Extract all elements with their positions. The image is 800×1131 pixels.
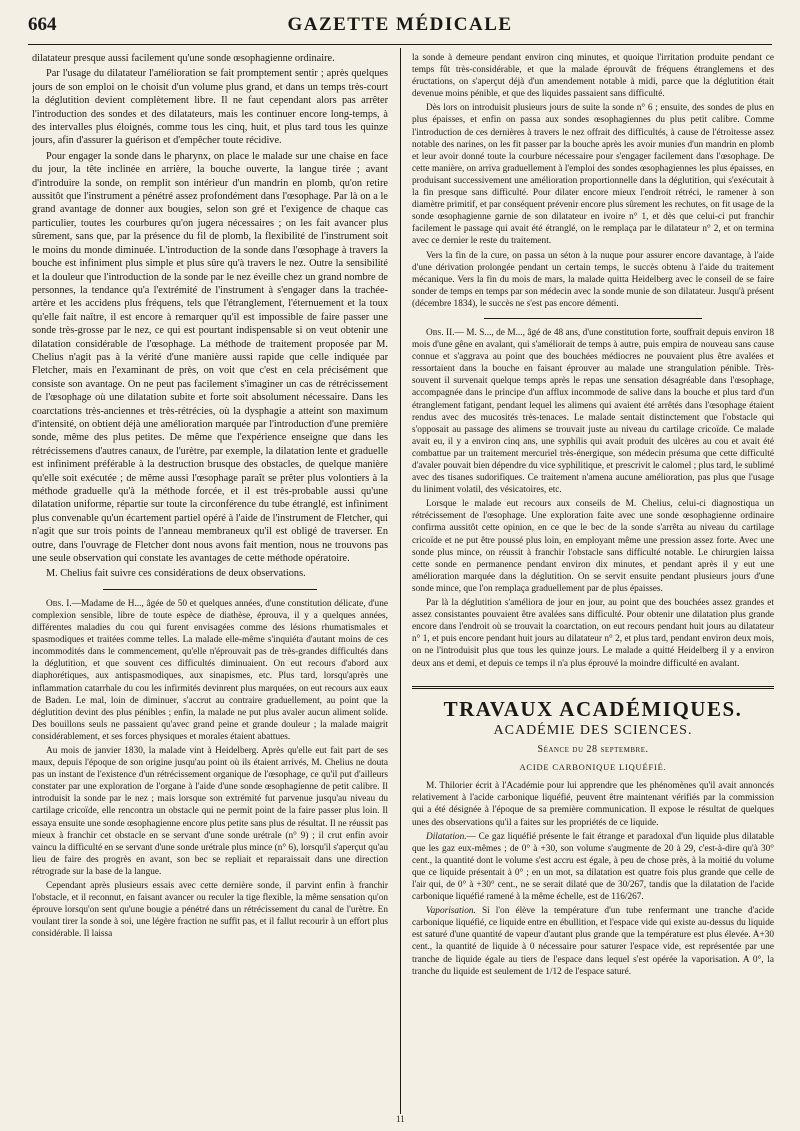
- paragraph-vaporisation: [412, 905, 774, 978]
- paragraph-dilatation: [412, 831, 774, 904]
- observation-label: Obs. I.: [46, 598, 72, 609]
- page-header: [28, 14, 772, 40]
- section-rule: [412, 686, 774, 689]
- paragraph: Au mois de janvier 1830, la malade vint à Heidelberg. Après qu'elle eut fait part de ses maux, depuis l'époque de son origine jusqu'au point où ils étaient arrivés, M. Chelius ne douta pas un instant de l'existence d'un rétrécissement organique de l'œsophage, ce qu'il put d'ailleurs constater par une exploration de l'organe à l'aide d'une sonde œsophagienne de petit calibre. Il introduisit la sonde par le nez ; mais lorsque son extrémité fut parvenue jusqu'au niveau du cartilage cricoïde, elle rencontra un obstacle qui ne permit point de la faire passer plus loin. Il essaya ensuite une sonde œsophagienne encore plus petite sans plus de résultat. Il ne réussit pas mieux à franchir cet obstacle en se servant d'une sonde urétrale (n° 9) ; il crut enfin avoir vaincu la difficulté en se servant d'une sonde urétrale plus mince (n° 6), lorsqu'il s'aperçut qu'au lieu de faire des progrès en avant, son bec se repliait et reparaissait dans une direction rétrograde sur la base de la langue.: [32, 745, 388, 877]
- paragraph: M. Thilorier écrit à l'Académie pour lui apprendre que les phénomènes qu'il avait annoncés relativement à l'acide carbonique liquéfié, peuvent être maintenant vérifiés par la commission qui a été désignée à l'époque de sa première communication. Il expose le résultat de quelques unes des observations qu'il a faites sur les propriétés de ce liquide.: [412, 781, 774, 828]
- paragraph: Vers la fin de la cure, on passa un séton à la nuque pour assurer encore davantage, à l'aide d'une dérivation prolongée pendant un certain temps, le succès obtenu à l'aide du traitement mécanique. Vers la fin du mois de mars, la malade quitta Heidelberg avec le conseil de se faire sonder de temps en temps par son médecin avec la sonde munie de son dilatateur. Jusqu'à présent (décembre 1834), le succès ne s'est pas encore démenti.: [412, 250, 774, 309]
- academy-title: ACADÉMIE DES SCIENCES.: [493, 723, 693, 738]
- observation-continuation: [412, 52, 774, 670]
- observation-text: —Madame de H..., âgée de 50 et quelques années, d'une constitution délicate, d'une complexion sensible, libre de toute espèce de diathèse, éprouva, il y a quelques années, différentes maladies du cou qui furent envisagées comme des lésions rhumatismales et spasmodiques et traitées comme telles. La malade elle-même s'inquiéta d'autant moins de ces incommodités dans le commencement, qu'elle n'éprouvait pas de très-grandes difficultés dans la déglutition, et que souvent ces difficultés diminuaient. On eut recours d'abord aux diaphorétiques, aux antispasmodiques, aux sinapismes, etc. Plus tard, lorsqu'après une inflammation catarrhale du cou les infirmités devinrent plus marquées, on eut recours aux eaux de Baden. Le mal, loin de diminuer, s'accrut au contraire graduellement, au point que la déglutition devint des plus pénibles ; enfin, la malade ne put plus avaler aucun aliment solide. Des bouillons seuls ne passaient qu'avec grand peine et grande douleur ; la malade maigrit considérablement, et ses forces physiques et morales étaient abattues.: [32, 598, 388, 742]
- paragraph: Lorsque le malade eut recours aux conseils de M. Chelius, celui-ci diagnostiqua un rétrécissement de l'œsophage. Une exploration faite avec une sonde œsophagienne ordinaire confirma aussitôt cette opinion, en ce que le bec de la sonde s'arrêta au niveau du cartilage cricoïde et ne put être poussé plus loin, en employant même une pression assez forte. Avec une sonde plus mince, on réussit à franchir l'obstacle sans difficulté notable. Le chirurgien laissa cette sonde en permanence pendant environ dix minutes, et pendant après il y eut une amélioration marquée dans la déglutition. On se servit ensuite pendant plusieurs jours d'une sonde mince, que l'on remplaça graduellement par de plus épaisses.: [412, 499, 774, 594]
- paragraph-text: — Ce gaz liquéfié présente le fait étrange et paradoxal d'un liquide plus dilatable que les gaz eux-mêmes ; de 0° à +30, son volume s'augmente de 20 à 29, c'est-à-dire qu'à 30° cent., la quantité dont le volume s'est accru est égale, à peu de chose près, à la moitié du volume que ce liquide présentait à 0° ; en un mot, sa dilatation est quatre fois plus grande que celle de l'air qui, de 0° à +30° cent., ne se serait dilaté que de 30/267, tandis que la dilatation de l'acide carbonique liquéfié ramené à la même échelle, est de 116/267.: [412, 831, 774, 903]
- page-number: 664: [28, 14, 57, 35]
- footer-mark: 11: [396, 1114, 405, 1124]
- right-column: [412, 52, 774, 1112]
- header-rule: [28, 44, 772, 45]
- paragraph: Cependant après plusieurs essais avec cette dernière sonde, il parvint enfin à franchir l'obstacle, et il reconnut, en faisant avancer ou reculer la tige flexible, la même sensation qu'on éprouve lorsqu'on sent qu'une bougie a pénétré dans un rétrécissement du canal de l'urètre. En voulant tirer la sonde à soi, une légère fraction ne suffit pas, et il fallut recourir à un effort plus considérable. Il laissa: [32, 881, 388, 940]
- paragraph-label: Dilatation.: [426, 831, 467, 842]
- paragraph: la sonde à demeure pendant environ cinq minutes, et quoique l'irritation produite pendant ce temps fût très-considérable, et que la malade éprouvât de fréquens étranglemens et des éructations, on s'aperçut déjà d'un amendement notable à midi, parce que la déglutition était devenue moins pénible, et que des liquides passaient sans difficulté.: [412, 53, 774, 100]
- observation-label: Obs. II.: [426, 327, 455, 338]
- section-title: TRAVAUX ACADÉMIQUES.: [443, 696, 743, 721]
- academy-report: [412, 780, 774, 978]
- journal-title: GAZETTE MÉDICALE: [287, 14, 513, 35]
- academic-section: [412, 686, 774, 978]
- paragraph: Pour engager la sonde dans le pharynx, on place le malade sur une chaise en face du jour, la tête inclinée en arrière, la bouche ouverte, la langue tirée ; avant d'introduire la sonde, on remplit son intérieur d'un mandrin en plomb, qu'on retire aussitôt que l'instrument a pénétré assez profondément dans l'œsophage. Par là on a le grand avantage de donner aux bougies, selon son gré et l'exigence de chaque cas particulier, toutes les courbures qu'on jugera nécessaires ; on les fait avancer plus sûrement, sans que, par la présence du fil de plomb, la flexibilité de l'instrument soit le moins du monde diminuée. L'introduction de la sonde dans l'œsophage à travers la bouche est infiniment plus simple et plus sûre qu'à travers le nez. Outre la sensibilité et la douleur que l'introduction de la sonde par le nez éveille chez un grand nombre de personnes, la tendance qu'a l'extrémité de l'instrument à s'engager dans la trachée-artère et les accidens plus fréquens, tels que l'étranglement, l'éternuement et la toux qu'elle fait naître, il est encore à remarquer qu'il est impossible de faire passer une sonde très-grosse par le nez, ce qui est pourtant indispensable si on veut obtenir une dilatation considérable de l'œsophage. La méthode de traitement proposée par M. Chelius n'agit pas à la vérité d'une manière aussi rapide que celle indiquée par Fletcher, mais en l'examinant de près, on voit que c'est en cela précisément que consiste son avantage. On ne peut pas facilement s'imaginer un cas de rétrécissement de l'œsophage où une dilatation subite et forte soit absolument nécessaire. Dans les coarctations très-anciennes et très-rétrécies, où la dysphagie a atteint son maximum d'intensité, on obtient déjà une amélioration marquée par l'introduction d'une première sonde, même des plus petites. De même que l'expérience enseigne que dans les rétrécissemens d'autres canaux, de l'urètre, par exemple, la dilatation lente et graduelle est infiniment préférable à la destruction brusque des obstacles, de quelque manière qu'elle soit exécutée ; de même aussi l'œsophage paraît se prêter plus volontiers à la méthode graduelle qu'à la méthode forcée, et il est très-probable aussi qu'une dilatation uniforme, répartie sur toute la circonférence du tube étranglé, est infiniment plus convenable qu'un écartement partiel opéré à l'aide de l'instrument de Fletcher, qui n'agit que sur trois points de l'anneau membraneux qu'il est obligé de traverser. En outre, dans l'ouvrage de Fletcher dont nous avons fait mention, nous ne trouvons pas une seule observation qui constate les avantages de cette méthode opératoire.: [32, 150, 388, 565]
- paragraph-text: Si l'on élève la température d'un tube renfermant une tranche d'acide carbonique liquéfié, ce liquide entre en ébullition, et l'espace vide qui existe au-dessus du liquide est saturé d'une quantité de vapeur d'autant plus grande que la température est plus élevée. A+30 cent., la quantité de liquide à 0 nécessaire pour saturer l'espace vide, est représentée par une tranche de liquide égale au tiers de l'espace dans lequel s'est opérée la vaporisation. A 0°, la tranche du liquide est seulement de 1/12 de l'espace saturé.: [412, 906, 774, 977]
- subject-heading: ACIDE CARBONIQUE LIQUÉFIÉ.: [519, 761, 667, 772]
- separator-rule: [103, 589, 317, 590]
- observation-text: — M. S..., de M..., âgé de 48 ans, d'une constitution forte, souffrait depuis environ 18 mois d'une gêne en avalant, qui s'améliorait de temps à autre, puis empira de nouveau sans cause connue et s'aggrava au point que des bouchées médiocres ne pouvaient plus être avalées et ressortaient dans la bouche en faisant éprouver au malade une strangulation pénible. Très-souvent il survenait quelque temps après le repas une sensation désagréable dans l'œsophage, accompagnée dans le principe d'un afflux incommode de salive dans la bouche et plus tard d'un étranglement fatigant, pendant lequel les alimens qui avaient été arrêtés dans l'œsophage étaient rendus avec des mucosités très-tenaces. Le malade sentait distinctement que l'obstacle qui s'opposait au passage des alimens se trouvait juste au niveau du cartilage cricoïde. Ce malade avait eu, il y a environ cinq ans, une syphilis qui avait produit des ulcères au cou et avait été combattue par un traitement mercuriel très-énergique, son médecin présuma que cette difficulté d'avaler pouvait bien dépendre du vice syphilitique, et prescrivit le calomel ; plus tard, le sublimé avec des tisanes sudorifiques. Ce traitement n'amena aucune amélioration, pas plus que l'usage du liniment volatil, des vésicatoires, etc.: [412, 327, 774, 496]
- paragraph-label: Vaporisation.: [426, 906, 476, 917]
- observation-block: [32, 598, 388, 941]
- paragraph: M. Chelius fait suivre ces considérations de deux observations.: [46, 568, 306, 580]
- paragraph: dilatateur presque aussi facilement qu'une sonde œsophagienne ordinaire.: [32, 53, 335, 64]
- left-column: [32, 52, 388, 1112]
- observation-2: [412, 327, 774, 496]
- observation-1: [32, 598, 388, 743]
- paragraph: Par l'usage du dilatateur l'amélioration se fait promptement sentir ; après quelques jours de son emploi on le choisit d'un volume plus grand, et dans un temps très-court la déglutition devient complètement libre. Il ne faut cependant alors pas arrêter l'introduction des sondes et des dilatateurs, mais les continuer encore long-temps, à des intervalles plus éloignés, comme tous les cinq, huit, et plus tard tous les quinze jours, afin d'assurer la guérison et d'empêcher toute récidive.: [32, 68, 388, 147]
- column-divider: [400, 48, 401, 1114]
- paragraph: Par là la déglutition s'améliora de jour en jour, au point que des bouchées assez grandes et assez consistantes pouvaient être avalées sans difficulté. Pour obtenir une dilatation plus grande encore dans l'endroit où se trouvait la coarctation, on eut recours pendant huit jours au dilatateur n° 1, et puis encore pendant huit jours au dilatateur n° 2, et plus tard, pendant environ deux mois, on ne l'introduisit plus que tous les quinze jours. Le malade a quitté Heidelberg il y a environ deux ans et demi, et depuis ce temps il n'a plus éprouvé la moindre difficulté en avalant.: [412, 598, 774, 669]
- separator-rule: [484, 318, 701, 319]
- session-date: Séance du 28 septembre.: [537, 744, 649, 756]
- paragraph: Dès lors on introduisit plusieurs jours de suite la sonde n° 6 ; ensuite, des sondes de plus en plus épaisses, et enfin on passa aux sondes œsophagiennes du plus petit calibre. Comme l'introduction de ces dernières à travers le nez offrait des difficultés, à cause de l'étroitesse assez notable des narines, on les fit passer par la bouche après les avoir munies d'un mandrin en plomb et leur avoir donné toute la courbure nécessaire pour s'engager facilement dans l'œsophage. De cette manière, on arriva graduellement à l'emploi des sondes œsophagiennes les plus épaisses, en produisant successivement une amélioration proportionnelle dans la déglutition, qui s'exécutait à la fin presque sans difficulté. Pour dilater encore mieux l'endroit rétréci, le ramener à son diamètre primitif, et par conséquent prévenir encore plus sûrement les rechutes, on fit usage de la sonde œsophagienne garnie de son dilatateur en ivoire n° 1, et dès que celui-ci put franchir facilement le passage qui avait été étranglé, on le remplaça par le dilatateur n° 2, et on termina avec ce dernier le reste du traitement.: [412, 103, 774, 247]
